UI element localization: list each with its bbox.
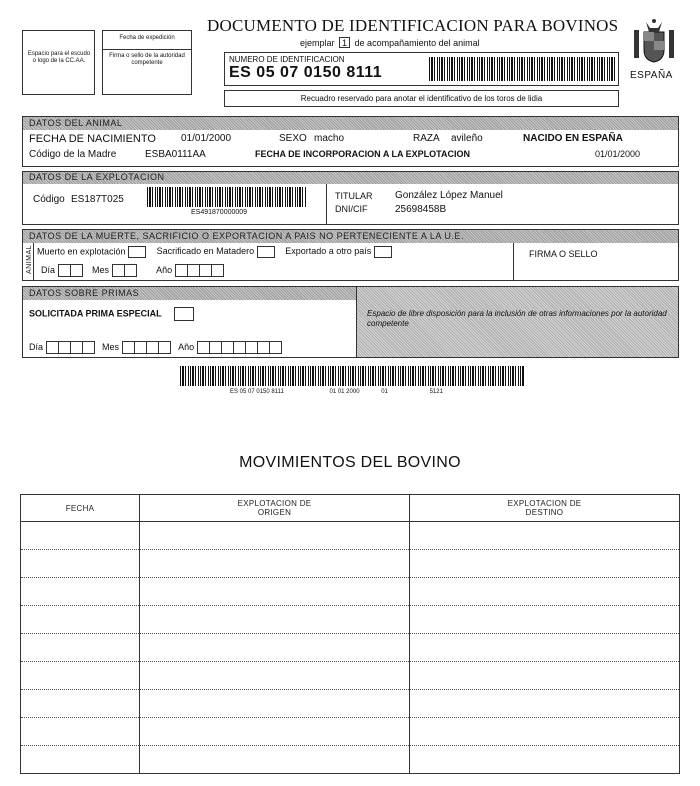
- identification-number-box: [224, 52, 619, 86]
- movements-title: MOVIMIENTOS DEL BOVINO: [239, 454, 461, 471]
- premium-requested-label: SOLICITADA PRIMA ESPECIAL: [29, 308, 162, 319]
- cell-origin[interactable]: [140, 690, 410, 718]
- death-side-divider: [33, 243, 34, 280]
- cell-origin[interactable]: [140, 522, 410, 550]
- col-destination: EXPLOTACION DE DESTINO: [410, 495, 680, 522]
- death-month-field[interactable]: [124, 264, 137, 277]
- sex-value: macho: [314, 133, 345, 144]
- cell-origin[interactable]: [140, 718, 410, 746]
- col-date: FECHA: [21, 495, 140, 522]
- issue-date-box: [102, 30, 192, 95]
- cell-origin[interactable]: [140, 634, 410, 662]
- dni-label: DNI/CIF: [335, 204, 368, 214]
- death-date-row: [41, 264, 223, 277]
- premium-month-label: Mes: [102, 341, 120, 352]
- premium-year-field[interactable]: [269, 341, 282, 354]
- premium-section-title: DATOS SOBRE PRIMAS: [29, 288, 140, 298]
- farm-code-label: Código: [33, 194, 65, 205]
- table-row: [21, 662, 680, 690]
- cell-destination[interactable]: [410, 690, 680, 718]
- cell-date[interactable]: [21, 606, 140, 634]
- death-day-field[interactable]: [70, 264, 83, 277]
- cell-destination[interactable]: [410, 606, 680, 634]
- death-options-row: [37, 246, 392, 258]
- cell-date[interactable]: [21, 662, 140, 690]
- premium-day-field[interactable]: [82, 341, 95, 354]
- footer-code-copy: 01: [381, 389, 388, 395]
- copy-number: 1: [339, 37, 350, 48]
- cell-destination[interactable]: [410, 746, 680, 774]
- mother-code-label: Código de la Madre: [29, 149, 117, 160]
- table-row: [21, 718, 680, 746]
- animal-section-title: DATOS DEL ANIMAL: [29, 118, 123, 128]
- cell-date[interactable]: [21, 718, 140, 746]
- death-data-section: [22, 229, 679, 281]
- farm-barcode: [147, 187, 307, 207]
- premium-day-label: Día: [29, 341, 44, 352]
- cell-destination[interactable]: [410, 550, 680, 578]
- bullfighting-id-note: Recuadro reservado para anotar el identificativo de los toros de lidia: [300, 94, 543, 103]
- id-barcode: [429, 57, 615, 81]
- incorporation-date-value: 01/01/2000: [595, 149, 641, 159]
- table-row: [21, 606, 680, 634]
- option-exported-label: Exportado a otro país: [285, 246, 372, 257]
- death-year-field[interactable]: [211, 264, 224, 277]
- cell-destination[interactable]: [410, 718, 680, 746]
- cell-destination[interactable]: [410, 578, 680, 606]
- option-died-on-farm-label: Muerto en explotación: [37, 246, 126, 257]
- table-row: [21, 578, 680, 606]
- cell-origin[interactable]: [140, 578, 410, 606]
- farm-divider: [326, 184, 327, 224]
- cell-date[interactable]: [21, 746, 140, 774]
- premium-month-field[interactable]: [158, 341, 171, 354]
- option-died-on-farm-checkbox[interactable]: [128, 246, 146, 258]
- issue-date-divider: [103, 49, 191, 50]
- owner-label: TITULAR: [335, 191, 373, 201]
- death-section-title: DATOS DE LA MUERTE, SACRIFICIO O EXPORTACION A PAIS NO PERTENECIENTE A LA U.E.: [29, 231, 464, 241]
- dni-value: 25698458B: [395, 204, 447, 215]
- farm-barcode-text: ES491870000009: [191, 209, 248, 216]
- born-in-spain: NACIDO EN ESPAÑA: [523, 133, 623, 144]
- breed-value: avileño: [451, 133, 483, 144]
- cell-date[interactable]: [21, 634, 140, 662]
- movements-body: [21, 522, 680, 774]
- footer-barcode: [180, 366, 525, 386]
- premium-data-section: [22, 286, 679, 358]
- premium-requested-checkbox[interactable]: [174, 307, 194, 321]
- premium-section-header: [23, 287, 356, 300]
- subtitle-post: de acompañamiento del animal: [354, 38, 480, 48]
- table-row: [21, 522, 680, 550]
- animal-section-header: [23, 117, 678, 130]
- footer-barcode-text: [230, 389, 530, 395]
- table-row: [21, 746, 680, 774]
- premium-year-label: Año: [178, 341, 195, 352]
- logo-box-text: Espacio para el escudo o logo de la CC.AA.: [27, 51, 91, 64]
- premium-date-row: [29, 341, 281, 354]
- farm-code-value: ES187T025: [71, 194, 124, 205]
- spain-coat-of-arms-icon: [632, 18, 676, 66]
- farm-section-title: DATOS DE LA EXPLOTACION: [29, 172, 165, 182]
- cell-date[interactable]: [21, 550, 140, 578]
- option-exported-checkbox[interactable]: [374, 246, 392, 258]
- table-row: [21, 690, 680, 718]
- farm-data-section: [22, 171, 679, 225]
- cell-origin[interactable]: [140, 550, 410, 578]
- incorporation-date-label: FECHA DE INCORPORACION A LA EXPLOTACION: [255, 149, 471, 159]
- premium-requested-row: [29, 307, 194, 321]
- movements-table: [20, 494, 680, 774]
- footer-code-date: 01 01 2000: [329, 389, 360, 395]
- signature-label: FIRMA O SELLO: [529, 249, 598, 259]
- bullfighting-id-box: [224, 90, 619, 107]
- animal-data-section: [22, 116, 679, 167]
- cell-destination[interactable]: [410, 662, 680, 690]
- footer-code-id: ES 05 07 0150 8111: [230, 389, 284, 395]
- issue-signature-label: Firma o sello de la autoridad competente: [109, 53, 185, 66]
- free-space-note: Espacio de libre disposición para la inclusión de otras informaciones por la autoridad competente: [367, 309, 667, 328]
- cell-date[interactable]: [21, 522, 140, 550]
- birth-date-value: 01/01/2000: [181, 133, 232, 144]
- autonomous-community-logo-box: [22, 30, 95, 95]
- cell-destination[interactable]: [410, 634, 680, 662]
- animal-side-label: ANIMAL: [26, 244, 34, 275]
- issue-date-label: Fecha de expedición: [119, 35, 175, 41]
- option-slaughtered-checkbox[interactable]: [257, 246, 275, 258]
- footer-code-check: 5121: [429, 389, 443, 395]
- birth-date-label: FECHA DE NACIMIENTO: [29, 133, 156, 145]
- id-number-label: NUMERO DE IDENTIFICACION: [229, 55, 345, 64]
- col-origin: EXPLOTACION DE ORIGEN: [140, 495, 410, 522]
- owner-value: González López Manuel: [395, 190, 503, 201]
- death-section-header: [23, 230, 678, 243]
- death-year-label: Año: [156, 264, 173, 275]
- id-number-value: ES 05 07 0150 8111: [229, 64, 383, 81]
- subtitle-pre: ejemplar: [300, 38, 335, 48]
- death-signature-divider: [513, 243, 514, 280]
- table-row: [21, 550, 680, 578]
- cell-origin[interactable]: [140, 662, 410, 690]
- country-label: ESPAÑA: [630, 70, 673, 81]
- mother-code-value: ESBA0111AA: [145, 149, 206, 160]
- document-title: DOCUMENTO DE IDENTIFICACION PARA BOVINOS: [207, 16, 619, 35]
- death-month-label: Mes: [92, 264, 110, 275]
- cell-origin[interactable]: [140, 746, 410, 774]
- movements-header-row: [21, 495, 680, 522]
- free-space-area: [356, 287, 678, 357]
- document-subtitle: [300, 37, 480, 48]
- option-slaughtered-label: Sacrificado en Matadero: [156, 246, 255, 257]
- breed-label: RAZA: [413, 133, 440, 144]
- cell-destination[interactable]: [410, 522, 680, 550]
- sex-label: SEXO: [279, 133, 307, 144]
- cell-date[interactable]: [21, 578, 140, 606]
- cell-date[interactable]: [21, 690, 140, 718]
- death-day-label: Día: [41, 264, 56, 275]
- cell-origin[interactable]: [140, 606, 410, 634]
- farm-section-header: [23, 172, 678, 184]
- table-row: [21, 634, 680, 662]
